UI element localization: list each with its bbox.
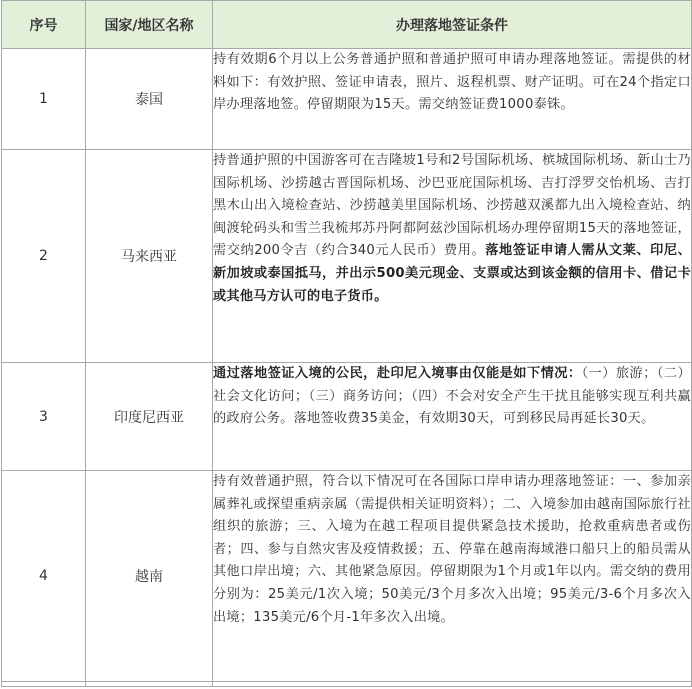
row-index: 1 (2, 49, 86, 150)
conditions-text: （一）旅游；（二）社会文化访问；（三）商务访问；（四）不会对安全产生干扰且能够实现互利共赢的政府公务。落地签收费35美金，有效期30天，可到移民局再延长30天。 (213, 366, 691, 427)
table-row-malaysia (2, 150, 692, 363)
row-index: 2 (2, 150, 86, 363)
table-row-indonesia (2, 363, 692, 471)
visa-conditions-table (1, 0, 692, 687)
row-conditions (213, 150, 692, 363)
truncated-cell (86, 682, 213, 687)
table-row-thailand (2, 49, 692, 150)
truncated-cell (2, 682, 86, 687)
row-country: 越南 (86, 471, 213, 682)
header-conditions: 办理落地签证条件 (213, 1, 692, 49)
row-conditions (213, 363, 692, 471)
row-country: 马来西亚 (86, 150, 213, 363)
header-country: 国家/地区名称 (86, 1, 213, 49)
header-index: 序号 (2, 1, 86, 49)
row-conditions (213, 49, 692, 150)
truncated-cell (213, 682, 692, 687)
conditions-text: 持有效普通护照，符合以下情况可在各国际口岸申请办理落地签证：一、参加亲属葬礼或探望重病亲属（需提供相关证明资料）；二、入境参加由越南国际旅行社组织的旅游；三、入境为在越工程项目提供紧急技术援助，抢救重病患者或伤者；四、参与自然灾害及疫情救援；五、停靠在越南海域港口船只上的船员需从其他口岸出境；六、其他紧急原因。停留期限为1个月或1年以内。需交纳的费用分别为：25美元/1次入境；50美元/3个月多次入出境；95美元/3-6个月多次入出境；135美元/6个月-1年多次入出境。 (213, 474, 691, 625)
row-country: 印度尼西亚 (86, 363, 213, 471)
table-header-row (2, 1, 692, 49)
table-row-truncated (2, 682, 692, 687)
conditions-text: 持普通护照的中国游客可在吉隆坡1号和2号国际机场、槟城国际机场、新山士乃国际机场、沙捞越古晋国际机场、沙巴亚庇国际机场、吉打浮罗交怡机场、吉打黑木山出入境检查站、沙捞越美里国际机场、沙捞越双溪都九出入境检查站、纳闽渡轮码头和雪兰我梳邦苏丹阿都阿兹沙国际机场办理停留期15天的落地签证，需交纳200令吉（约合340元人民币）费用。 (213, 153, 691, 259)
row-country: 泰国 (86, 49, 213, 150)
row-index: 3 (2, 363, 86, 471)
row-index: 4 (2, 471, 86, 682)
table-row-vietnam (2, 471, 692, 682)
conditions-bold-text: 落地签证申请人需从文莱、印尼、新加坡或泰国抵马，并出示500美元现金、支票或达到该金额的信用卡、借记卡或其他马方认可的电子货币。 (213, 243, 692, 304)
conditions-bold-text: 通过落地签证入境的公民，赴印尼入境事由仅能是如下情况： (213, 366, 582, 381)
conditions-text: 持有效期6个月以上公务普通护照和普通护照可申请办理落地签证。需提供的材料如下：有效护照、签证申请表，照片、返程机票、财产证明。可在24个指定口岸办理落地签。停留期限为15天。需交纳签证费1000泰铢。 (213, 52, 691, 113)
row-conditions (213, 471, 692, 682)
